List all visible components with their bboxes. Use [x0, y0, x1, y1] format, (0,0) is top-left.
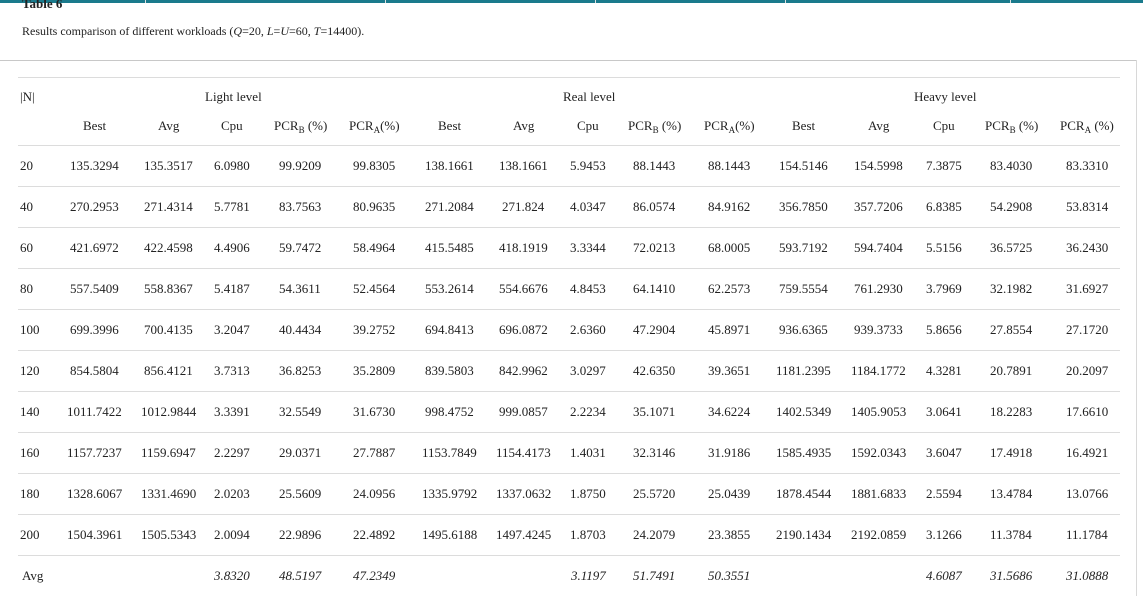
table-cell: 20.2097	[1066, 363, 1109, 378]
table-cell: 415.5485	[425, 240, 474, 255]
row-separator	[18, 309, 1120, 310]
table-cell: 32.5549	[279, 404, 322, 419]
row-separator	[18, 268, 1120, 269]
table-cell: 554.6676	[499, 281, 548, 296]
table-cell: 1495.6188	[422, 527, 478, 542]
table-cell: 694.8413	[425, 322, 474, 337]
table-cell: 1881.6833	[851, 486, 907, 501]
table-cell: 6.8385	[926, 199, 962, 214]
column-header: $PCR_B$ (%)	[628, 118, 682, 135]
table-cell: 138.1661	[425, 158, 474, 173]
table-cell: 936.6365	[779, 322, 828, 337]
table-cell: 3.0297	[570, 363, 606, 378]
table-cell: 761.2930	[854, 281, 903, 296]
table-cell: 83.3310	[1066, 158, 1109, 173]
table-cell: 11.1784	[1066, 527, 1108, 542]
table-cell: 24.0956	[353, 486, 396, 501]
table-cell: 2.2234	[570, 404, 606, 419]
table-cell: 5.4187	[214, 281, 250, 296]
table-cell: 5.5156	[926, 240, 962, 255]
table-cell: 1504.3961	[67, 527, 123, 542]
table-cell: 593.7192	[779, 240, 828, 255]
avg-cell: 50.3551	[708, 568, 751, 583]
column-header: $PCR_B$ (%)	[985, 118, 1039, 135]
table-cell: 31.9186	[708, 445, 751, 460]
table-cell: 83.4030	[990, 158, 1033, 173]
table-cell: 558.8367	[144, 281, 193, 296]
table-cell: 2.6360	[570, 322, 606, 337]
table-cell: 3.3344	[570, 240, 606, 255]
row-label: 20	[20, 158, 33, 173]
avg-cell: 47.2349	[353, 568, 396, 583]
avg-cell: 51.7491	[633, 568, 676, 583]
table-cell: 1328.6067	[67, 486, 123, 501]
table-cell: 20.7891	[990, 363, 1033, 378]
table-cell: 700.4135	[144, 322, 193, 337]
table-cell: 83.7563	[279, 199, 322, 214]
table-cell: 35.1071	[633, 404, 676, 419]
row-separator	[18, 473, 1120, 474]
table-cell: 1012.9844	[141, 404, 197, 419]
group-header: Heavy level	[914, 89, 977, 104]
table-cell: 64.1410	[633, 281, 676, 296]
table-cell: 356.7850	[779, 199, 828, 214]
table-cell: 939.3733	[854, 322, 903, 337]
table-cell: 22.9896	[279, 527, 322, 542]
table-cell: 16.4921	[1066, 445, 1109, 460]
table-cell: 31.6730	[353, 404, 396, 419]
table-cell: 18.2283	[990, 404, 1033, 419]
table-cell: 45.8971	[708, 322, 751, 337]
table-caption: Results comparison of different workloads (Q=20, L=U=60, T=14400).	[22, 24, 365, 38]
column-header: Best	[83, 118, 107, 133]
table-cell: 4.0347	[570, 199, 606, 214]
table-cell: 39.2752	[353, 322, 396, 337]
table-top-border	[0, 60, 1136, 61]
table-cell: 2192.0859	[851, 527, 907, 542]
column-header: $PCR_A(\%)$	[349, 118, 400, 135]
table-cell: 270.2953	[70, 199, 119, 214]
stub-header: |N|	[20, 89, 35, 104]
column-header: Cpu	[221, 118, 243, 133]
table-cell: 3.7313	[214, 363, 250, 378]
table-cell: 2.5594	[926, 486, 962, 501]
table-cell: 32.3146	[633, 445, 676, 460]
table-cell: 5.9453	[570, 158, 606, 173]
table-cell: 1505.5343	[141, 527, 197, 542]
table-cell: 52.4564	[353, 281, 396, 296]
table-number: Table 6	[22, 0, 63, 11]
table-cell: 53.8314	[1066, 199, 1109, 214]
table-cell: 99.9209	[279, 158, 322, 173]
table-cell: 2.0203	[214, 486, 250, 501]
table-cell: 1.8750	[570, 486, 606, 501]
table-cell: 23.3855	[708, 527, 751, 542]
table-cell: 99.8305	[353, 158, 396, 173]
table-cell: 998.4752	[425, 404, 474, 419]
table-cell: 42.6350	[633, 363, 676, 378]
table-cell: 24.2079	[633, 527, 676, 542]
table-cell: 3.2047	[214, 322, 250, 337]
table-cell: 13.0766	[1066, 486, 1109, 501]
table-cell: 7.3875	[926, 158, 962, 173]
row-separator	[18, 432, 1120, 433]
table-cell: 11.3784	[990, 527, 1032, 542]
group-header: Light level	[205, 89, 262, 104]
avg-cell: 31.5686	[990, 568, 1033, 583]
table-cell: 138.1661	[499, 158, 548, 173]
table-cell: 31.6927	[1066, 281, 1109, 296]
table-cell: 271.824	[502, 199, 545, 214]
table-cell: 154.5998	[854, 158, 903, 173]
table-cell: 1405.9053	[851, 404, 907, 419]
table-cell: 3.1266	[926, 527, 962, 542]
table-cell: 27.8554	[990, 322, 1033, 337]
table-cell: 36.5725	[990, 240, 1033, 255]
table-cell: 36.8253	[279, 363, 322, 378]
table-cell: 1.4031	[570, 445, 606, 460]
column-header: Cpu	[577, 118, 599, 133]
row-separator	[18, 514, 1120, 515]
row-label: 60	[20, 240, 33, 255]
row-label: 80	[20, 281, 33, 296]
table-cell: 1331.4690	[141, 486, 197, 501]
row-separator	[18, 555, 1120, 556]
table-cell: 25.5609	[279, 486, 322, 501]
table-cell: 422.4598	[144, 240, 193, 255]
column-header: $PCR_A$ (%)	[1060, 118, 1114, 135]
table-cell: 58.4964	[353, 240, 396, 255]
avg-row-label: Avg	[22, 568, 44, 583]
table-cell: 1011.7422	[67, 404, 122, 419]
table-cell: 68.0005	[708, 240, 751, 255]
table-cell: 154.5146	[779, 158, 828, 173]
table-cell: 1335.9792	[422, 486, 478, 501]
table-cell: 135.3517	[144, 158, 193, 173]
table-cell: 54.2908	[990, 199, 1033, 214]
table-cell: 72.0213	[633, 240, 676, 255]
table-cell: 40.4434	[279, 322, 322, 337]
table-cell: 1159.6947	[141, 445, 196, 460]
table-cell: 357.7206	[854, 199, 903, 214]
table-cell: 1585.4935	[776, 445, 832, 460]
table-cell: 54.3611	[279, 281, 321, 296]
table-cell: 1402.5349	[776, 404, 832, 419]
column-header: Avg	[513, 118, 535, 133]
table-cell: 2190.1434	[776, 527, 832, 542]
table-cell: 1497.4245	[496, 527, 552, 542]
column-header: $PCR_B$ (%)	[274, 118, 328, 135]
table-cell: 4.4906	[214, 240, 250, 255]
table-cell: 25.0439	[708, 486, 751, 501]
table-cell: 27.1720	[1066, 322, 1109, 337]
column-header: Cpu	[933, 118, 955, 133]
table-cell: 6.0980	[214, 158, 250, 173]
row-separator	[18, 350, 1120, 351]
table-cell: 5.7781	[214, 199, 250, 214]
row-label: 140	[20, 404, 40, 419]
table-cell: 3.0641	[926, 404, 962, 419]
column-header: Best	[792, 118, 816, 133]
row-label: 120	[20, 363, 40, 378]
table-cell: 34.6224	[708, 404, 751, 419]
table-cell: 594.7404	[854, 240, 903, 255]
table-cell: 421.6972	[70, 240, 119, 255]
table-cell: 271.2084	[425, 199, 474, 214]
table-cell: 80.9635	[353, 199, 396, 214]
table-cell: 25.5720	[633, 486, 676, 501]
table-cell: 557.5409	[70, 281, 119, 296]
table-right-border	[1136, 60, 1137, 596]
avg-cell: 31.0888	[1066, 568, 1109, 583]
table-cell: 1181.2395	[776, 363, 831, 378]
avg-cell: 48.5197	[279, 568, 322, 583]
table-cell: 17.6610	[1066, 404, 1109, 419]
table-cell: 1878.4544	[776, 486, 832, 501]
table-cell: 842.9962	[499, 363, 548, 378]
table-cell: 854.5804	[70, 363, 119, 378]
table-cell: 3.7969	[926, 281, 962, 296]
table-cell: 22.4892	[353, 527, 396, 542]
table-cell: 88.1443	[708, 158, 751, 173]
header-bottom-rule	[18, 145, 1120, 146]
table-cell: 4.8453	[570, 281, 606, 296]
table-cell: 2.2297	[214, 445, 250, 460]
table-cell: 36.2430	[1066, 240, 1109, 255]
column-header: Best	[438, 118, 462, 133]
table-cell: 59.7472	[279, 240, 322, 255]
row-label: 200	[20, 527, 40, 542]
table-cell: 1592.0343	[851, 445, 907, 460]
table-cell: 39.3651	[708, 363, 751, 378]
table-cell: 32.1982	[990, 281, 1033, 296]
table-cell: 88.1443	[633, 158, 676, 173]
column-header: $PCR_A(\%)$	[704, 118, 755, 135]
table-cell: 418.1919	[499, 240, 548, 255]
table-cell: 135.3294	[70, 158, 119, 173]
table-cell: 3.6047	[926, 445, 962, 460]
row-separator	[18, 391, 1120, 392]
header-top-rule	[18, 77, 1120, 78]
table-cell: 1337.0632	[496, 486, 552, 501]
table-cell: 1184.1772	[851, 363, 906, 378]
table-cell: 35.2809	[353, 363, 396, 378]
group-header: Real level	[563, 89, 616, 104]
table-cell: 47.2904	[633, 322, 676, 337]
row-separator	[18, 186, 1120, 187]
table-cell: 5.8656	[926, 322, 962, 337]
row-label: 160	[20, 445, 40, 460]
row-label: 180	[20, 486, 40, 501]
table-cell: 1.8703	[570, 527, 606, 542]
table-cell: 29.0371	[279, 445, 322, 460]
table-cell: 759.5554	[779, 281, 828, 296]
table-cell: 17.4918	[990, 445, 1033, 460]
table-cell: 3.3391	[214, 404, 250, 419]
table-cell: 553.2614	[425, 281, 474, 296]
table-cell: 696.0872	[499, 322, 548, 337]
table-cell: 62.2573	[708, 281, 751, 296]
avg-cell: 4.6087	[926, 568, 962, 583]
top-accent-bar	[0, 0, 1143, 3]
row-label: 40	[20, 199, 33, 214]
table-cell: 1157.7237	[67, 445, 122, 460]
table-cell: 4.3281	[926, 363, 962, 378]
table-cell: 84.9162	[708, 199, 751, 214]
table-cell: 839.5803	[425, 363, 474, 378]
avg-cell: 3.8320	[214, 568, 250, 583]
table-cell: 86.0574	[633, 199, 676, 214]
column-header: Avg	[868, 118, 890, 133]
column-header: Avg	[158, 118, 180, 133]
table-cell: 999.0857	[499, 404, 548, 419]
table-cell: 27.7887	[353, 445, 396, 460]
table-cell: 13.4784	[990, 486, 1033, 501]
row-separator	[18, 227, 1120, 228]
table-cell: 1154.4173	[496, 445, 551, 460]
table-cell: 1153.7849	[422, 445, 477, 460]
table-cell: 271.4314	[144, 199, 193, 214]
table-cell: 699.3996	[70, 322, 119, 337]
table-cell: 2.0094	[214, 527, 250, 542]
table-cell: 856.4121	[144, 363, 193, 378]
row-label: 100	[20, 322, 40, 337]
avg-cell: 3.1197	[571, 568, 606, 583]
